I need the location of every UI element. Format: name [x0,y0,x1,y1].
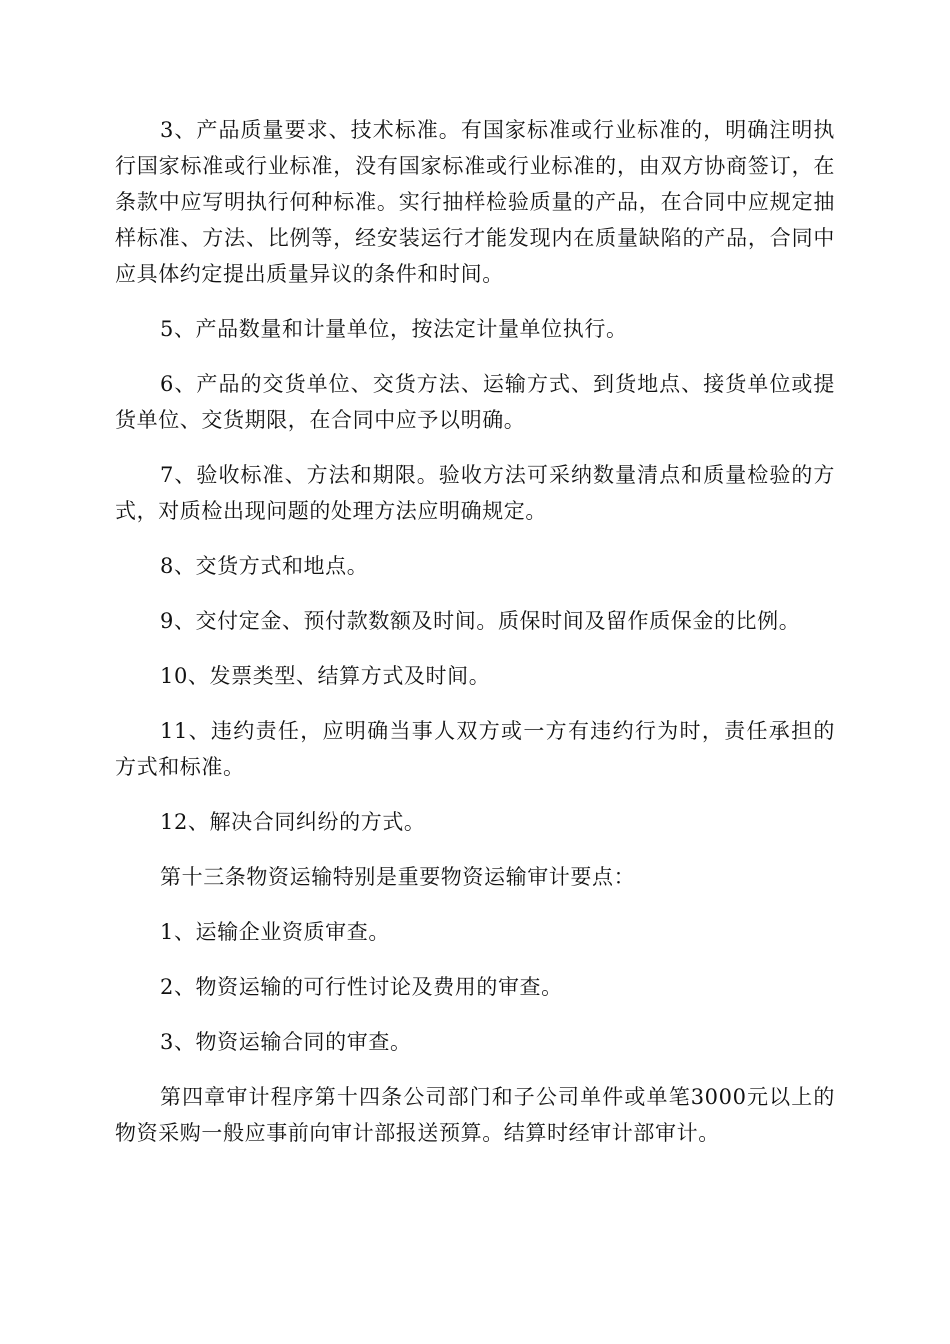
paragraph-transport-qualification: 1、运输企业资质审查。 [160,920,390,944]
paragraph-delivery-terms: 6、产品的交货单位、交货方法、运输方式、到货地点、接货单位或提货单位、交货期限，在合同中应予以明确。 [115,372,835,432]
paragraph-quantity-units: 5、产品数量和计量单位，按法定计量单位执行。 [160,317,628,341]
paragraph-article-13-heading: 第十三条物资运输特别是重要物资运输审计要点： [160,865,636,889]
paragraph-dispute-resolution: 12、解决合同纠纷的方式。 [160,810,426,834]
paragraph-deposit-payment: 9、交付定金、预付款数额及时间。质保时间及留作质保金的比例。 [160,609,801,633]
paragraph-chapter-4-audit-procedure: 第四章审计程序第十四条公司部门和子公司单件或单笔3000元以上的物资采购一般应事前向审计部报送预算。结算时经审计部审计。 [115,1085,835,1145]
paragraph-delivery-method: 8、交货方式和地点。 [160,554,369,578]
paragraph-product-quality: 3、产品质量要求、技术标准。有国家标准或行业标准的，明确注明执行国家标准或行业标准，没有国家标准或行业标准的，由双方协商签订，在条款中应写明执行何种标准。实行抽样检验质量的产品，在合同中应规定抽样标准、方法、比例等，经安装运行才能发现内在质量缺陷的产品，合同中应具体约定提出质量异议的条件和时间。 [115,118,835,286]
document-body [115,112,835,1170]
paragraph-transport-contract: 3、物资运输合同的审查。 [160,1030,412,1054]
paragraph-transport-feasibility: 2、物资运输的可行性讨论及费用的审查。 [160,975,563,999]
paragraph-breach-liability: 11、违约责任，应明确当事人双方或一方有违约行为时，责任承担的方式和标准。 [115,719,835,779]
paragraph-acceptance-standards: 7、验收标准、方法和期限。验收方法可采纳数量清点和质量检验的方式，对质检出现问题的处理方法应明确规定。 [115,463,835,523]
paragraph-invoice-settlement: 10、发票类型、结算方式及时间。 [160,664,491,688]
